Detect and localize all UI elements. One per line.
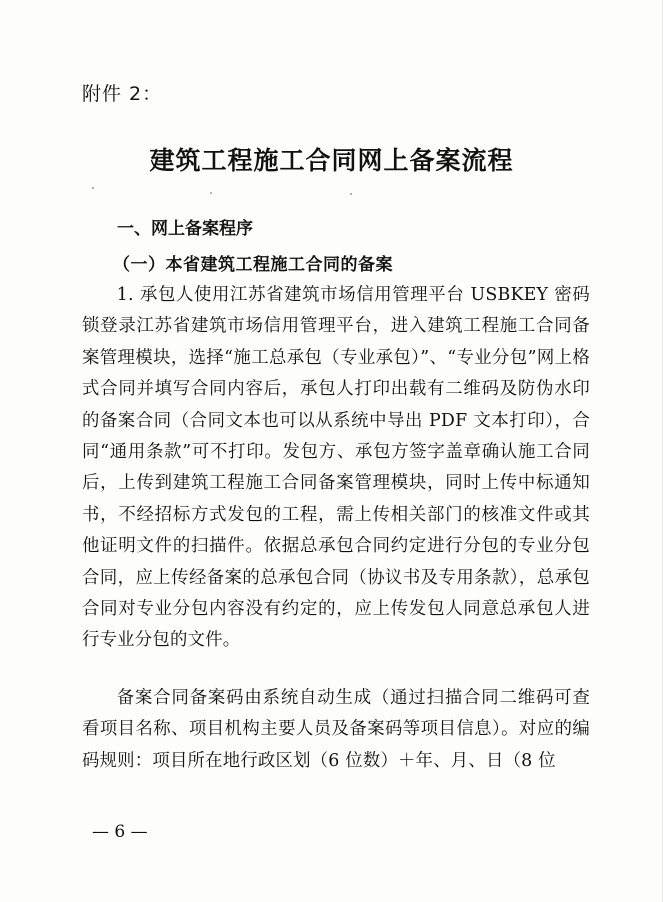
section-heading: 一、网上备案程序 [117, 219, 253, 239]
body-paragraph: 1. 承包人使用江苏省建筑市场信用管理平台 USBKEY 密码锁登录江苏省建筑市场信用管理平台，进入建筑工程施工合同备案管理模块，选择“施工总承包（专业承包）”、“专业分包”网上格式合同并填写合同内容后，承包人打印出载有二维码及防伪水印的备案合同（合同文本也可以从系统中导出 PDF 文本打印），合同“通用条款”可不打印。发包方、承包方签字盖章确认施工合同后，上传到建筑工程施工合同备案管理模块，同时上传中标通知书，不经招标方式发包的工程，需上传相关部门的核准文件或其他证明文件的扫描件。依据总承包合同约定进行分包的专业分包合同，应上传经备案的总承包合同（协议书及专用条款），总承包合同对专业分包内容没有约定的，应上传发包人同意总承包人进行专业分包的文件。 [82, 285, 590, 651]
scan-speck [92, 187, 94, 189]
document-title: 建筑工程施工合同网上备案流程 [149, 146, 514, 175]
scan-speck [210, 192, 212, 194]
body-paragraph: 备案合同备案码由系统自动生成（通过扫描合同二维码可查看项目名称、项目机构主要人员及备案码等项目信息）。对应的编码规则：项目所在地行政区划（6 位数）＋年、月、日（8 位 [82, 688, 590, 771]
subsection-heading: （一）本省建筑工程施工合同的备案 [113, 255, 393, 275]
annex-label: 附件 2： [82, 83, 163, 105]
scan-speck [350, 193, 352, 195]
page-number: — 6 — [92, 822, 148, 842]
